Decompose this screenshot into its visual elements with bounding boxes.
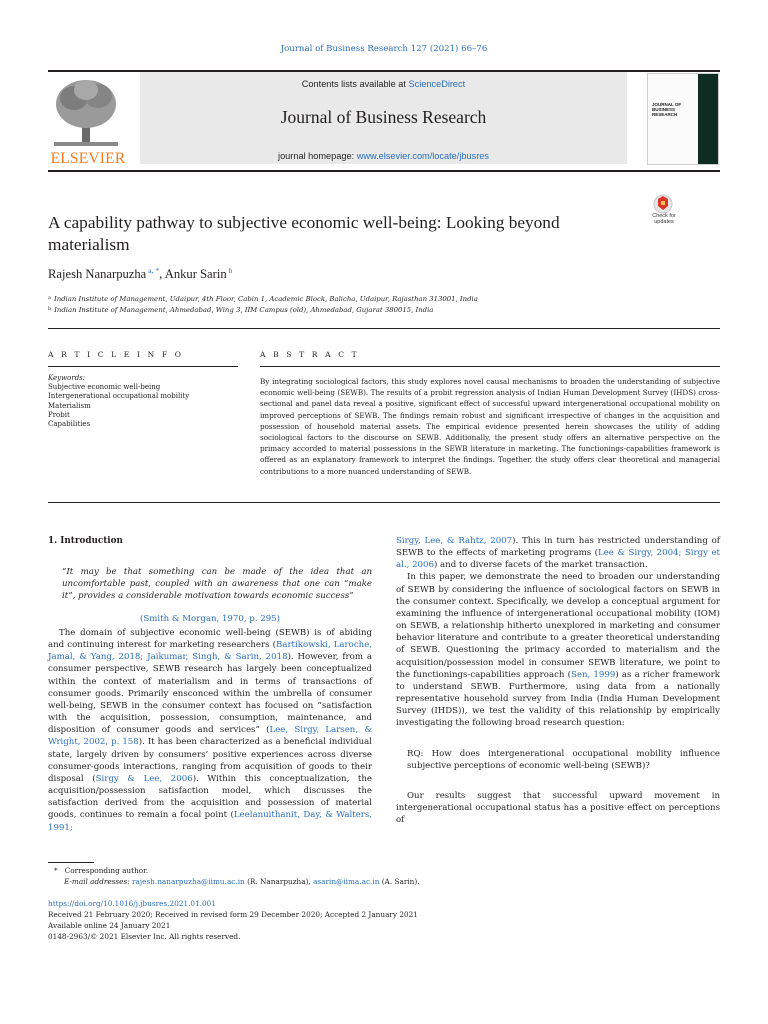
email-link[interactable]: rajesh.nanarpuzha@iimu.ac.in [132,877,245,886]
epigraph-citation[interactable]: (Smith & Morgan, 1970, p. 295) [140,614,280,624]
author-separator: , [159,267,165,281]
keyword: Subjective economic well-being [48,383,161,392]
citation-link[interactable]: Sirgy & Lee, 2006 [95,773,193,784]
doi-link[interactable]: https://doi.org/10.1016/j.jbusres.2021.01.001 [48,899,216,908]
contents-prefix: Contents lists available at [301,79,409,89]
epigraph-quote: “It may be that something can be made of the idea that an uncomfortable past, coupled with an awareness that one can “make it”, provides a considerable motivation towards economic success” [62,567,372,602]
paragraph [396,571,720,729]
text-run: ). It has been characterized as a beneficial individual state, largely driven by consumers’ positive experiences across diverse consumer-goods interactions, ranging from acquisition of goods to their disposal ( [48,737,372,784]
journal-homepage [140,151,627,161]
article-info-heading: A R T I C L E I N F O [48,350,184,359]
text-run: ). Within this conceptualization, the acquisition/possession satisfaction model, which discusses the satisfaction derived from the acquisition and possession of material goods, continues to remain a focal point ( [48,773,372,821]
text-run: The domain of subjective economic well-being (SEWB) is of abiding and continuing interest for marketing researchers ( [48,628,372,651]
received-dates: Received 21 February 2020; Received in revised form 29 December 2020; Accepted 2 January 2021 [48,910,418,919]
cover-strip [698,74,718,164]
citation-link[interactable]: Sen, 1999 [570,669,616,680]
abstract-text: By integrating sociological factors, this study explores novel causal mechanisms to broaden the understanding of subjective economic well-being (SEWB). The results of a probit regression analysis of Indian Human Development Survey (IHDS) cross-sectional and panel data reveal a positive, significant effect of successful upward intergenerational occupational mobility on improved perceptions of SEWB. The findings remain robust and significant irrespective of changes in the acquisition and possession of household material assets. The empirical evidence presented herein showcases the utility of adding sociological factors to the discourse on SEWB. Additionally, the present study offers an alternative perspective on the primacy accorded to material possessions in the SEWB literature in marketing. The functionings-capabilities framework is offered as an explanatory framework to interpret the findings. Together, the study offers clear theoretical and managerial contributions to a more nuanced understanding of SEWB. [260,377,720,476]
paragraph: Our results suggest that successful upward movement in intergenerational occupational status has a positive effect on perceptions of [396,790,720,826]
publisher-name: ELSEVIER [50,150,126,167]
affiliation-a-text: Indian Institute of Management, Udaipur, 4th Floor, Cabin 1, Academic Block, Balicha, Udaipur, Rajasthan 313001, India [53,295,478,303]
text-run: ). However, from a consumer perspective, SEWB research has largely been conceptualized within the context of materialism and in terms of transactions of consumer goods. Primarily ensconced within the umbrella of consumer well-being, SEWB in the consumer context has focused on “satisfaction with the acquisition, possession, consumption, maintenance, and disposition of consumer goods and services” ( [48,652,372,736]
keyword: Capabilities [48,420,91,429]
corresponding-author-note: * Corresponding author. [54,866,149,875]
header-bottom-rule [48,170,720,172]
footnote-rule [48,862,94,863]
research-question: RQ: How does intergenerational occupational mobility influence subjective perceptions of economic well-being (SEWB)? [407,748,720,771]
section-title-introduction: 1. Introduction [48,536,123,546]
available-online: Available online 24 January 2021 [48,921,171,930]
abstract-heading: A B S T R A C T [260,350,360,359]
email-link[interactable]: asarin@iima.ac.in [313,877,380,886]
affiliation-b-mark: b [48,306,52,312]
author-2-marks[interactable]: b [228,266,233,275]
article-title: A capability pathway to subjective economic well-being: Looking beyond materialism [48,213,560,254]
email-addresses [64,877,420,888]
text-run: In this paper, we demonstrate the need to broaden our understanding of SEWB by considering the influence of sociological factors on SEWB in the consumer context. Specifically, we develop a conceptual argument for examining the influence of intergenerational occupational mobility (IOM) on SEWB, a relationship hitherto unexplored in marketing and consumer behavior literature and contribute to a greater theoretical understanding of SEWB. Questioning the primacy accorded to materialism and the acquisition/possession model in consumer SEWB literature, we point to the functionings-capabilities approach ( [396,572,720,680]
abstract-rule [260,366,720,367]
keyword: Intergenerational occupational mobility [48,392,190,401]
citation-link[interactable]: Leelanuithanit, Day, & Walters, 1991; [48,810,372,833]
check-for-updates-label[interactable]: Check for updates [652,213,676,225]
keywords-block [48,374,238,429]
email-owner: (R. Nanarpuzha), [244,877,314,886]
keyword: Probit [48,410,70,419]
paragraph [396,535,720,571]
author-list [48,266,232,282]
affiliation-b [48,306,433,314]
affiliation-a-mark: a [48,295,51,301]
text-run: ). This in turn has restricted understanding of SEWB to the effects of marketing programs ( [396,536,720,559]
email-owner: (A. Sarin). [379,877,420,886]
paragraph [48,627,372,834]
corresponding-text: Corresponding author. [64,866,149,875]
copyright: 0148-2963/© 2021 Elsevier Inc. All rights reserved. [48,932,241,941]
right-column-text [396,535,720,826]
article-info-rule [48,366,238,367]
abstract-bottom-rule [48,502,720,503]
citation-link[interactable]: Lee, Sirgy, Larsen, & Wright, 2002, p. 158 [48,725,372,748]
text-run: ) and to diverse facets of the market transaction. [433,560,648,571]
homepage-label: journal homepage: [278,151,357,161]
keyword: Materialism [48,401,91,410]
sciencedirect-link[interactable]: ScienceDirect [408,79,466,89]
journal-title: Journal of Business Research [280,107,487,127]
affiliation-a [48,295,478,303]
journal-reference[interactable]: Journal of Business Research 127 (2021) 66–76 [280,44,488,54]
author-1[interactable]: Rajesh Nanarpuzha [48,267,147,281]
email-label: E-mail addresses: [64,877,133,886]
cover-title: JOURNAL OF BUSINESS RESEARCH [652,102,682,117]
contents-line [140,79,627,89]
journal-cover-thumbnail[interactable] [647,73,719,165]
keywords-label: Keywords: [48,374,86,382]
author-1-marks[interactable]: a, * [148,266,160,275]
citation-link[interactable]: Sirgy, Lee, & Rahtz, 2007 [396,536,513,546]
homepage-link[interactable]: www.elsevier.com/locate/jbusres [356,151,489,161]
citation-link[interactable]: Bartikowski, Laroche, Jamal, & Yang, 2018; Jaikumar, Singh, & Sarin, 2018 [48,640,373,663]
author-2[interactable]: Ankur Sarin [164,267,227,281]
citation-link[interactable]: Lee & Sirgy, 2004; Sirgy et al., 2006 [396,548,721,571]
affiliation-rule [48,328,720,329]
left-column-text [48,627,372,834]
affiliation-b-text: Indian Institute of Management, Ahmedabad, Wing 3, IIM Campus (old), Ahmedabad, Gujarat 380015, India [54,306,434,314]
text-run: ) as a richer framework to understand SEWB. Furthermore, using data from a nationally representative household survey from India (India Human Development Survey (IHDS)), we test the validity of this relationship by empirically investigating the following broad research question: [396,669,720,729]
